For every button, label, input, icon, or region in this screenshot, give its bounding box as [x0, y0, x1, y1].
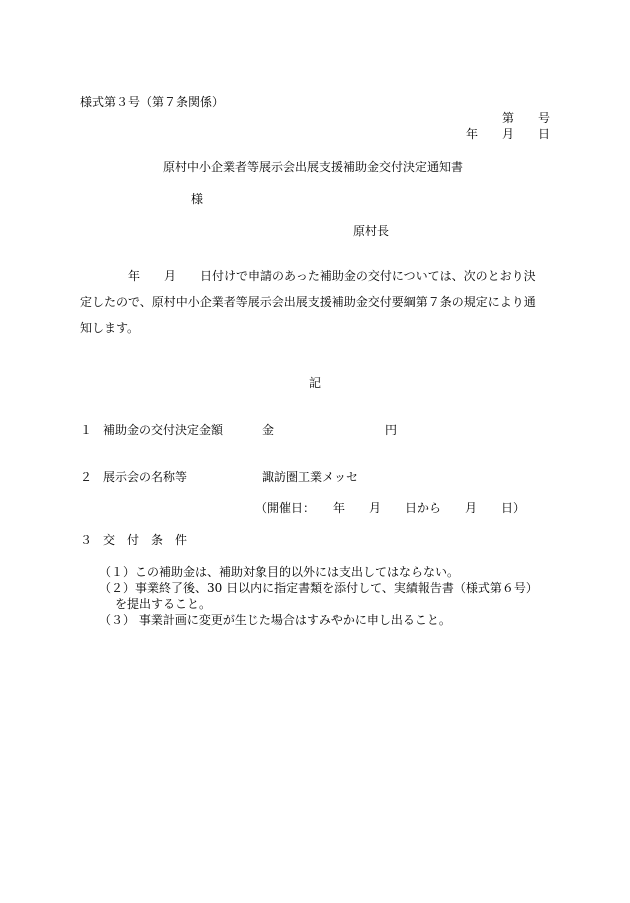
item2-label: 展示会の名称等 — [103, 470, 188, 484]
document-number: 第 号 — [501, 111, 550, 125]
condition-3: （３） 事業計画に変更が生じた場合はすみやかに申し出ること。 — [99, 613, 451, 627]
item2-number: ２ — [80, 470, 93, 484]
document-title: 原村中小企業者等展示会出展支援補助金交付決定通知書 — [163, 160, 464, 174]
form-label: 様式第３号（第７条関係） — [80, 95, 225, 109]
item1-amount-suffix: 円 — [385, 423, 398, 437]
issuer: 原村長 — [353, 224, 390, 238]
item1-label: 補助金の交付決定金額 — [103, 423, 224, 437]
item2-exhibition-period: （開催日： 年 月 日から 月 日） — [255, 501, 526, 515]
addressee-suffix: 様 — [191, 192, 204, 206]
item3-number: ３ — [80, 533, 93, 547]
item1-amount-prefix: 金 — [262, 423, 275, 437]
body-line-1: 年 月 日付けで申請のあった補助金の交付については、次のとおり決 — [128, 269, 536, 283]
body-line-3: 知します。 — [80, 321, 140, 335]
body-line-2: 定したので、原村中小企業者等展示会出展支援補助金交付要綱第７条の規定により通 — [80, 295, 536, 309]
document-date: 年 月 日 — [465, 127, 550, 141]
item2-exhibition-name: 諏訪圏工業メッセ — [262, 470, 359, 484]
condition-2: （２）事業終了後、30 日以内に指定書類を添付して、実績報告書（様式第６号） — [99, 581, 538, 595]
item3-label: 交 付 条 件 — [103, 533, 188, 547]
condition-1: （１）この補助金は、補助対象目的以外には支出してはならない。 — [99, 565, 460, 579]
item1-number: １ — [80, 423, 93, 437]
condition-2-continued: を提出すること。 — [115, 597, 212, 611]
ki-heading: 記 — [309, 376, 322, 390]
